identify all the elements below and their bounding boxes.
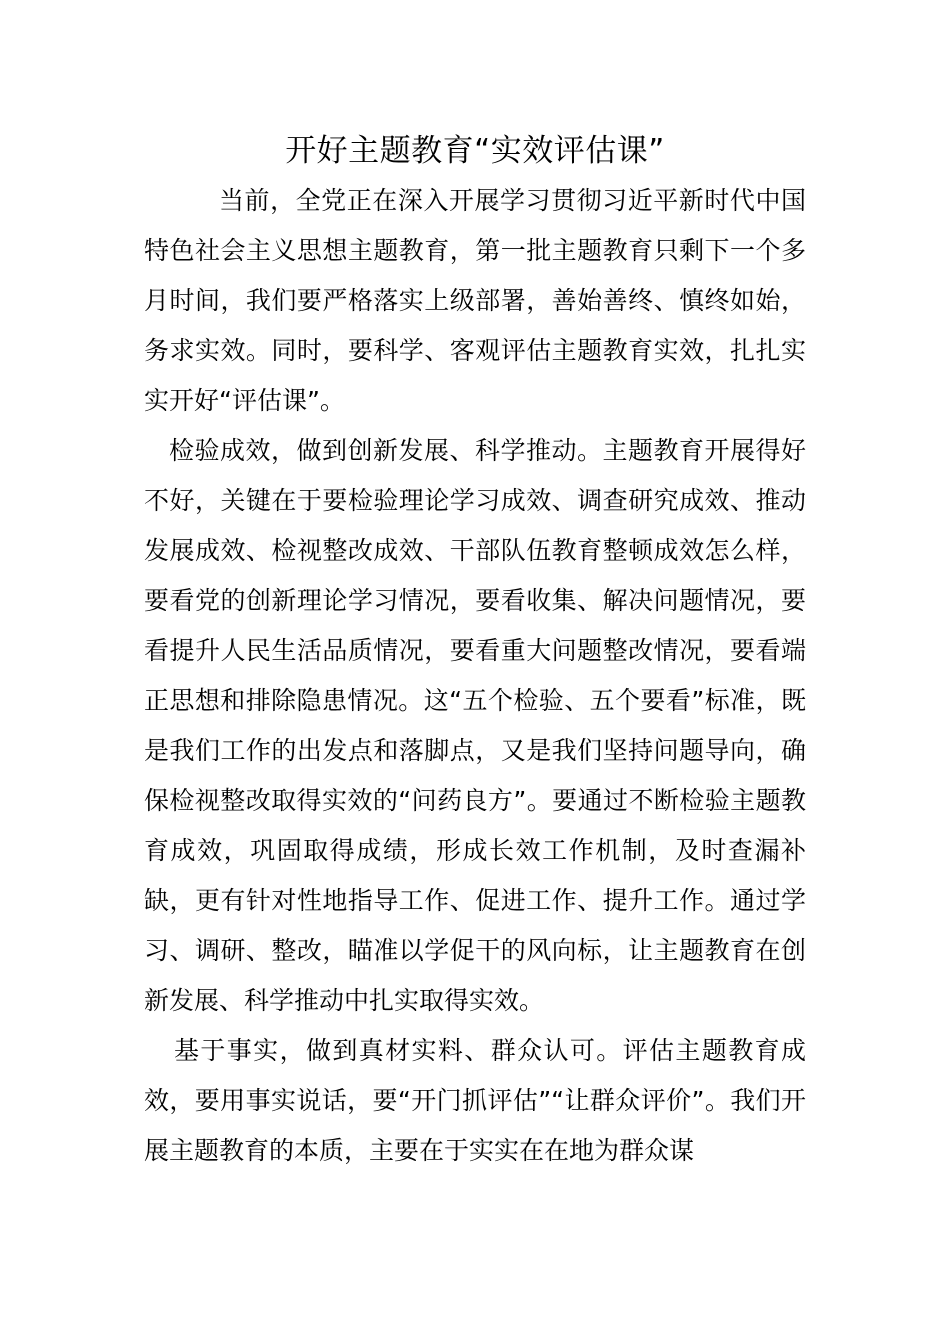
paragraph-3: 基于事实，做到真材实料、群众认可。评估主题教育成效，要用事实说话，要“开门抓评估”“让群众评价”。我们开展主题教育的本质，主要在于实实在在地为群众谋 xyxy=(144,1036,806,1165)
paragraph-1: 当前，全党正在深入开展学习贯彻习近平新时代中国特色社会主义思想主题教育，第一批主题教育只剩下一个多月时间，我们要严格落实上级部署，善始善终、慎终如始，务求实效。同时，要科学、客观评估主题教育实效，扎扎实实开好“评估课”。 xyxy=(144,186,806,415)
paragraph-2: 检验成效，做到创新发展、科学推动。主题教育开展得好不好，关键在于要检验理论学习成效、调查研究成效、推动发展成效、检视整改成效、干部队伍教育整顿成效怎么样，要看党的创新理论学习情况，要看收集、解决问题情况，要看提升人民生活品质情况，要看重大问题整改情况，要看端正思想和排除隐患情况。这“五个检验、五个要看”标准，既是我们工作的出发点和落脚点，又是我们坚持问题导向，确保检视整改取得实效的“问药良方”。要通过不断检验主题教育成效，巩固取得成绩，形成长效工作机制，及时查漏补缺，更有针对性地指导工作、促进工作、提升工作。通过学习、调研、整改，瞄准以学促干的风向标，让主题教育在创新发展、科学推动中扎实取得实效。 xyxy=(144,436,806,1015)
document-title: 开好主题教育“实效评估课” xyxy=(285,133,665,169)
document-body xyxy=(144,176,806,1176)
